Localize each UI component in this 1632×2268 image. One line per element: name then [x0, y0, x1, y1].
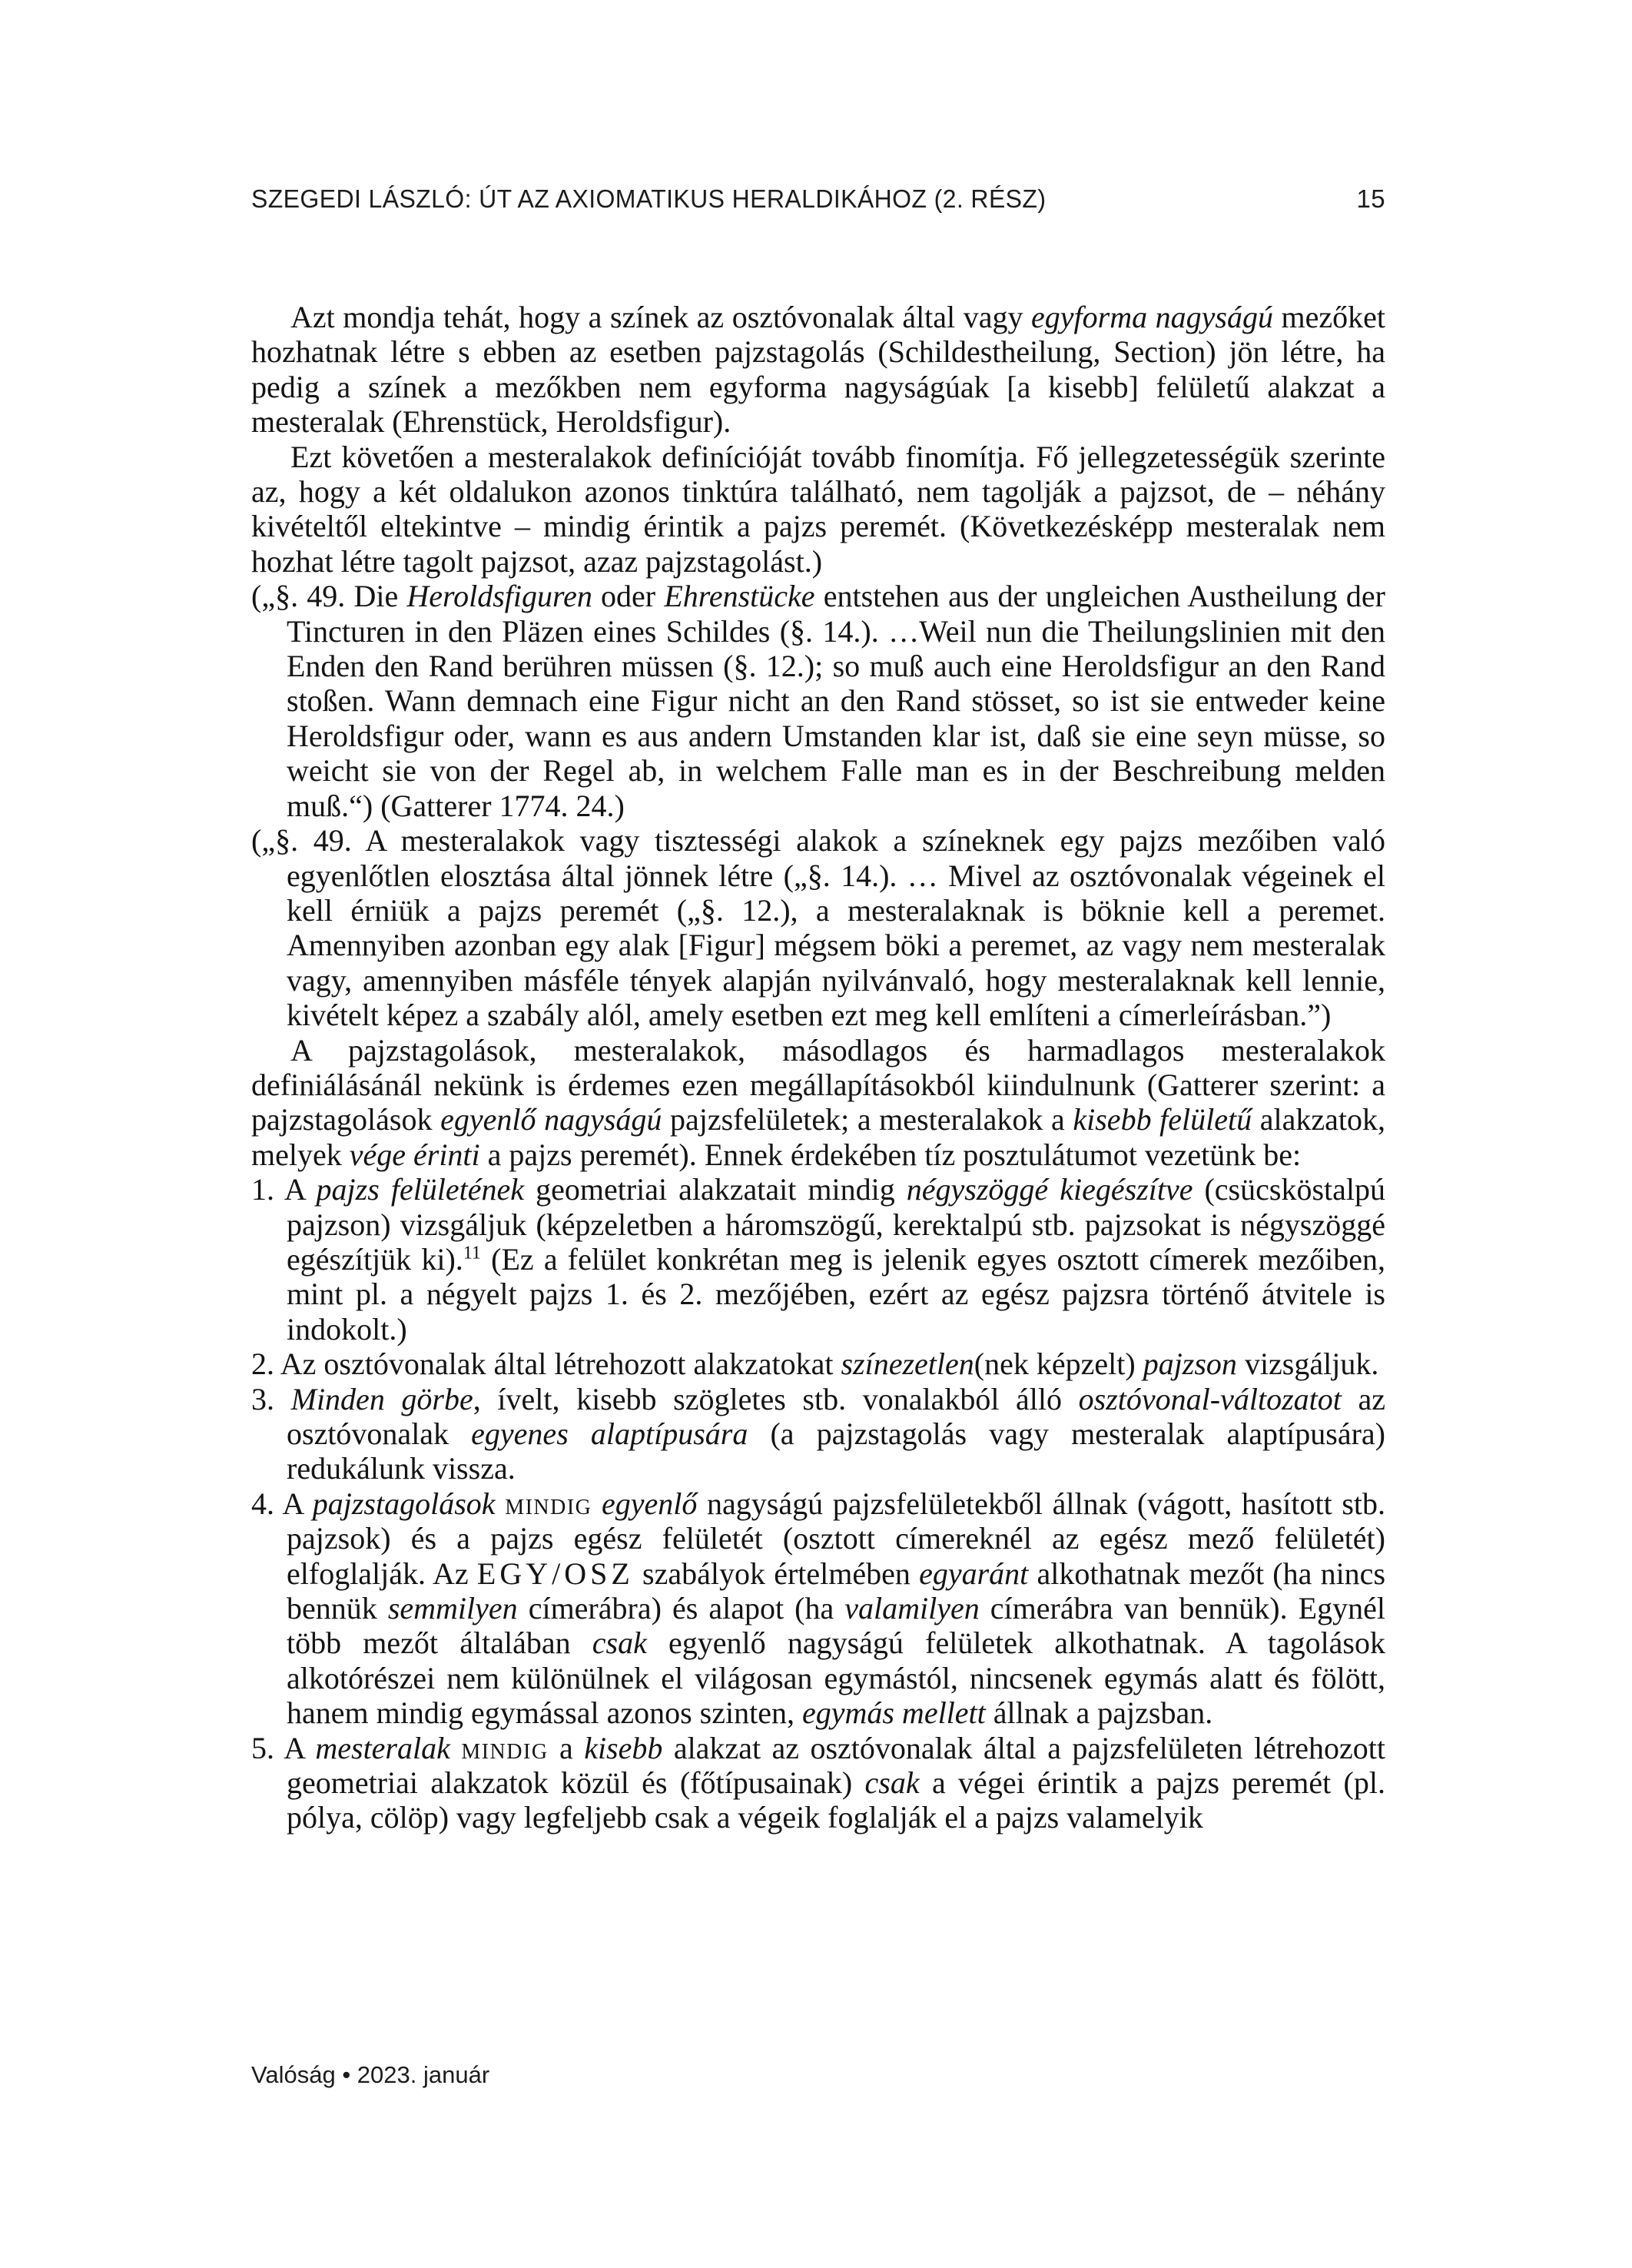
postulate-2	[251, 1347, 1385, 1381]
postulate-3	[251, 1382, 1385, 1486]
text-segment: kisebb felületű	[1073, 1102, 1252, 1137]
text-segment: állnak a pajzsban.	[985, 1695, 1213, 1731]
text-segment: 1. A	[251, 1172, 317, 1207]
text-segment: az osztóvonalak	[287, 1381, 1386, 1451]
text-segment: csak	[592, 1625, 647, 1661]
text-segment: alakzatok, melyek	[251, 1102, 1385, 1172]
text-segment: (csücsköstalpú pajzson) vizsgáljuk (képzeletben a háromszögű, kerektalpú stb. pajzsokat is négyszöggé egészítjük ki).	[287, 1172, 1385, 1277]
text-segment: (Ez a felület konkrétan meg is jelenik egyes osztott címerek mezőiben, mint pl. a négyelt pajzs 1. és 2. mezőjében, ezért az egész pajzsra történő átvitele is indokolt.)	[287, 1241, 1385, 1347]
text-segment: mindig	[461, 1730, 549, 1765]
text-segment: egymás mellett	[801, 1695, 986, 1731]
text-segment: (a pajzstagolás vagy mesteralak alaptípusára) redukálunk vissza.	[287, 1416, 1386, 1486]
text-segment: csak	[864, 1765, 920, 1801]
text-segment: kisebb	[584, 1730, 663, 1765]
text-segment	[592, 1486, 602, 1521]
definition-paragraph	[251, 440, 1385, 579]
text-segment: pajzs felületének	[316, 1172, 525, 1207]
text-segment: (nek képzelt)	[974, 1347, 1143, 1382]
text-segment: entstehen aus der ungleichen Austheilung der Tincturen in den Pläzen eines Schildes (§. 14.). …Weil nun die Theilungslinien mit den Enden den Rand berühren müssen (§. 12.); so muß auch eine Heroldsfigur an den Rand stoßen. Wann demnach eine Figur nicht an den Rand stösset, so ist sie entweder keine Heroldsfigur oder, wann es aus andern Umstanden klar ist, daß sie eine seyn müsse, so weicht sie von der Regel ab, in welchem Falle man es in der Beschreibung melden muß.“) (Gatterer 1774. 24.)	[287, 579, 1385, 823]
text-segment: alkothatnak mezőt (ha nincs bennük	[287, 1556, 1386, 1626]
text-segment: színezetlen	[841, 1347, 974, 1382]
postulate-5	[251, 1731, 1385, 1835]
text-segment: négyszöggé kiegészítve	[906, 1172, 1193, 1207]
footnote-reference: 11	[463, 1243, 481, 1264]
text-segment: valamilyen	[844, 1591, 980, 1626]
page-footer	[251, 2061, 489, 2089]
text-segment: címerábra) és alapot (ha	[517, 1591, 845, 1626]
text-segment: vége érinti	[349, 1137, 480, 1172]
text-segment: egyaránt	[919, 1556, 1029, 1591]
text-segment: szabályok értelmében	[633, 1556, 920, 1591]
text-segment: oder	[592, 579, 665, 614]
text-segment: Minden görbe	[290, 1381, 473, 1416]
text-segment: mezőket hozhatnak létre s ebben az esetben pajzstagolás (Schildestheilung, Section) jön létre, ha pedig a színek a mezőkben nem egyforma nagyságúak [a kisebb] felületű alakzat a mesteralak (Ehrenstück, Heroldsfigur).	[251, 300, 1385, 440]
text-segment: egyforma nagyságú	[1031, 300, 1273, 334]
text-segment: semmilyen	[387, 1591, 518, 1626]
intro-paragraph	[251, 300, 1385, 440]
postulate-1	[251, 1172, 1385, 1347]
text-segment: 4. A	[251, 1486, 313, 1521]
text-segment: alakzat az osztóvonalak által a pajzsfelületen létrehozott geometriai alakzatok közül és (főtípusainak)	[287, 1730, 1385, 1801]
text-segment: egyenlő	[602, 1486, 698, 1521]
text-segment: Ehrenstücke	[664, 579, 815, 614]
text-segment: geometriai alakzatait mindig	[524, 1172, 907, 1207]
text-segment: („§. 49. A mesteralakok vagy tisztességi alakok a színeknek egy pajzs mezőiben való egyenlőtlen elosztása által jönnek létre („§. 14.). … Mivel az osztóvonalak végeinek el kell érniük a pajzs peremét („§. 12.), a mesteralaknak is böknie kell a peremet. Amennyiben azonban egy alak [Figur] mégsem böki a peremet, az vagy nem mesteralak vagy, amennyiben másféle tények alapján nyilvánvaló, hogy mesteralaknak kell lennie, kivételt képez a szabály alól, amely esetben ezt meg kell említeni a címerleírásban.”)	[251, 823, 1385, 1033]
text-segment: vizsgáljuk.	[1236, 1347, 1379, 1382]
text-segment: címerábra van bennük). Egynél több mezőt általában	[287, 1591, 1385, 1661]
postulates-intro	[251, 1033, 1385, 1173]
gatterer-quote-hungarian	[251, 823, 1385, 1032]
text-segment: egyenes alaptípusára	[471, 1416, 748, 1451]
text-segment: EGY/OSZ	[476, 1556, 634, 1591]
text-segment: pajzstagolások	[312, 1486, 496, 1521]
article-body	[251, 300, 1385, 1835]
text-segment: 2. Az osztóvonalak által létrehozott alakzatokat	[251, 1347, 841, 1382]
text-segment: osztóvonal-változatot	[1078, 1381, 1342, 1416]
text-segment: Heroldsfiguren	[406, 579, 592, 614]
text-segment: a végei érintik a pajzs peremét (pl. pólya, cölöp) vagy legfeljebb csak a végeik foglalják el a pajzs valamelyik	[287, 1765, 1385, 1835]
gatterer-quote-german	[251, 579, 1385, 823]
text-segment: egyenlő nagyságú felületek alkothatnak. A tagolások alkotórészei nem különülnek el világosan egymástól, nincsenek egymás alatt és fölött, hanem mindig egymással azonos szinten,	[287, 1625, 1385, 1731]
page-header	[251, 184, 1385, 214]
journal-footer-text: Valóság • 2023. január	[251, 2061, 490, 2088]
text-segment: 3.	[251, 1381, 291, 1416]
text-segment: , ívelt, kisebb szögletes stb. vonalakból álló	[473, 1381, 1079, 1416]
text-segment: mesteralak	[315, 1730, 450, 1765]
text-segment: nagyságú pajzsfelületekből állnak (vágott, hasított stb. pajzsok) és a pajzs egész felületét (osztott címereknél az egész mező felületét) elfoglalják. Az	[287, 1486, 1386, 1591]
text-segment: egyenlő nagyságú	[440, 1102, 662, 1137]
text-segment: 5. A	[251, 1730, 316, 1765]
text-segment: Azt mondja tehát, hogy a színek az osztóvonalak által vagy	[290, 300, 1032, 334]
text-segment: a	[548, 1730, 585, 1765]
text-segment: pajzsfelületek; a mesteralakok a	[662, 1102, 1073, 1137]
text-segment: A pajzstagolások, mesteralakok, másodlagos és harmadlagos mesteralakok definiálásánál nekünk is érdemes ezen megállapításokból kiindulnunk (Gatterer szerint: a pajzstagolások	[251, 1032, 1385, 1137]
running-title: SZEGEDI LÁSZLÓ: ÚT AZ AXIOMATIKUS HERALDIKÁHOZ (2. RÉSZ)	[251, 184, 1047, 213]
text-segment	[496, 1486, 506, 1521]
text-segment: pajzson	[1143, 1347, 1237, 1382]
text-segment: Ezt követően a mesteralakok definícióját tovább finomítja. Fő jellegzetességük szerinte az, hogy a két oldalukon azonos tinktúra található, nem tagolják a pajzsot, de – néhány kivételtől eltekintve – mindig érintik a pajzs peremét. (Következésképp mesteralak nem hozhat létre tagolt pajzsot, azaz pajzstagolást.)	[251, 439, 1385, 579]
text-segment	[450, 1731, 461, 1765]
text-segment: („§. 49. Die	[251, 579, 407, 614]
text-segment: a pajzs peremét). Ennek érdekében tíz posztulátumot vezetünk be:	[479, 1137, 1302, 1172]
postulate-4	[251, 1486, 1385, 1731]
page-number: 15	[1356, 184, 1385, 213]
text-segment: mindig	[505, 1486, 592, 1521]
